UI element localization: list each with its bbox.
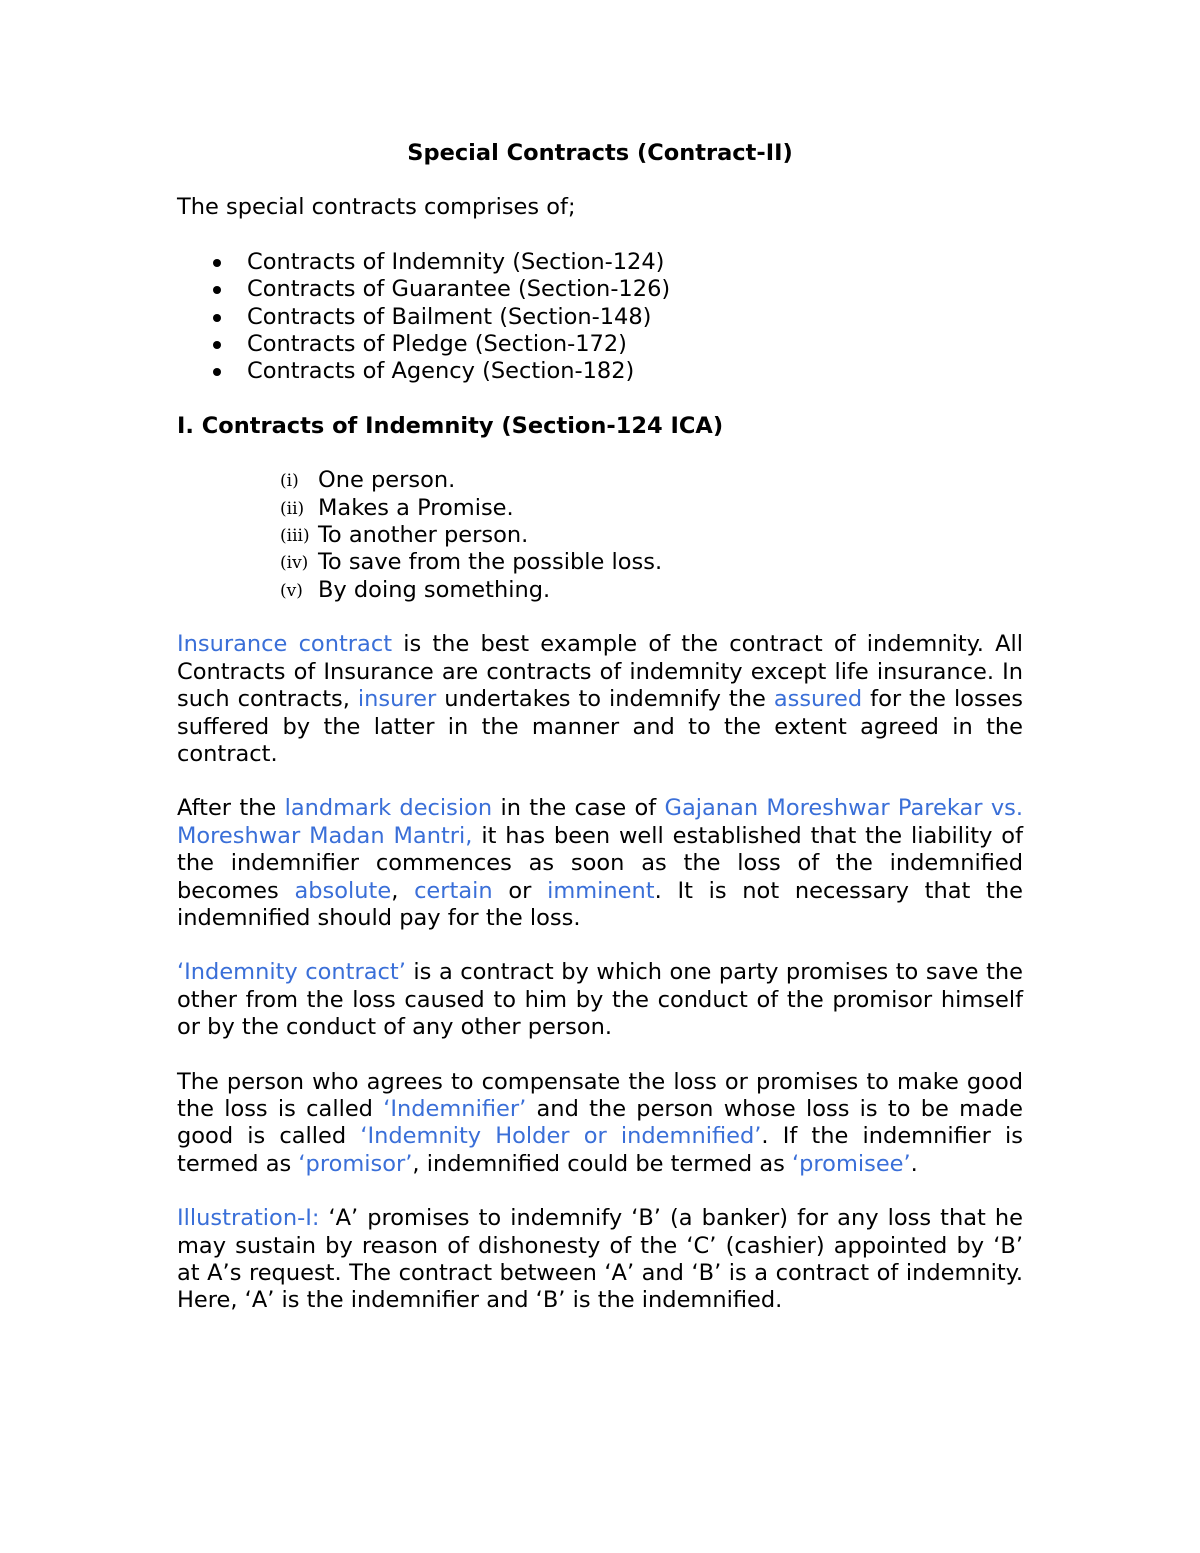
list-item: Contracts of Guarantee (Section-126) [177, 276, 1023, 303]
bullet-icon [213, 286, 221, 294]
special-contracts-list [177, 249, 1023, 386]
document-title: Special Contracts (Contract-II) [407, 140, 793, 166]
list-number: (v) [280, 580, 303, 601]
list-item: Contracts of Indemnity (Section-124) [177, 249, 1023, 276]
indemnity-elements-list [177, 467, 1023, 604]
landmark-decision-paragraph: After the landmark decision in the case of Gajanan Moreshwar Parekar vs. Moreshwar Madan Mantri, it has been well established that the liability of the indemnifier commences as soon as the loss of the indemnified becomes absolute, certain or imminent. It is not necessary that the indemnified should pay for the loss. [177, 795, 1024, 931]
parties-paragraph: The person who agrees to compensate the loss or promises to make good the loss is called ‘Indemnifier’ and the person whose loss is to be made good is called ‘Indemnity Holder or indemnified’. If the indemnifier is termed as ‘promisor’, indemnified could be termed as ‘promisee’. [177, 1068, 1023, 1177]
document-page [177, 140, 1023, 1342]
section-heading: I. Contracts of Indemnity (Section-124 ICA) [177, 412, 724, 439]
list-number: (iii) [280, 526, 310, 547]
bullet-icon [213, 368, 221, 376]
illustration-paragraph: Illustration-I: ‘A’ promises to indemnify ‘B’ (a banker) for any loss that he may sustain by reason of dishonesty of the ‘C’ (cashier) appointed by ‘B’ at A’s request. The contract between ‘A’ and ‘B’ is a contract of indemnity. Here, ‘A’ is the indemnifier and ‘B’ is the indemnified. [177, 1205, 1023, 1314]
list-item: Contracts of Agency (Section-182) [177, 358, 1023, 385]
list-item: (i) One person. [177, 467, 1023, 494]
definition-paragraph: ‘Indemnity contract’ is a contract by which one party promises to save the other from the loss caused to him by the conduct of the promisor himself or by the conduct of any other person. [177, 959, 1023, 1041]
bullet-icon [213, 259, 221, 267]
list-number: (iv) [280, 553, 309, 574]
list-item: (iv) To save from the possible loss. [177, 549, 1023, 576]
bullet-icon [213, 341, 221, 349]
list-item: Contracts of Bailment (Section-148) [177, 304, 1023, 331]
list-number: (ii) [280, 498, 305, 519]
list-item: (ii) Makes a Promise. [177, 495, 1023, 522]
list-item: Contracts of Pledge (Section-172) [177, 331, 1023, 358]
list-item: (v) By doing something. [177, 577, 1023, 604]
insurance-paragraph: Insurance contract is the best example of the contract of indemnity. All Contracts of Insurance are contracts of indemnity except life insurance. In such contracts, insurer undertakes to indemnify the assured for the losses suffered by the latter in the manner and to the extent agreed in the contract. [177, 631, 1023, 767]
list-item: (iii) To another person. [177, 522, 1023, 549]
list-number: (i) [280, 471, 299, 492]
bullet-icon [213, 314, 221, 322]
intro-text: The special contracts comprises of; [177, 194, 576, 221]
